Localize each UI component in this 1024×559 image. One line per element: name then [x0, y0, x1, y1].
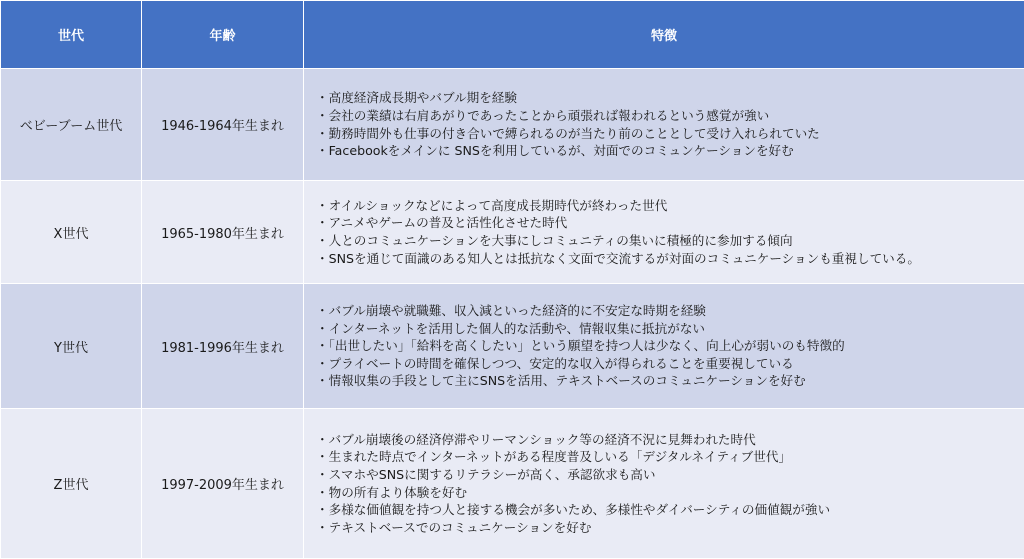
header-features: 特徴 [304, 1, 1024, 69]
feature-list [316, 431, 1020, 537]
feature-item: ・スマホやSNSに関するリテラシーが高く、承認欲求も高い [316, 466, 1020, 484]
feature-item: ・アニメやゲームの普及と活性化させた時代 [316, 214, 1020, 232]
table-row [1, 409, 1024, 559]
feature-item: ・Facebookをメインに SNSを利用しているが、対面でのコミュンケーションを好む [316, 142, 1020, 160]
feature-item: ・プライベートの時間を確保しつつ、安定的な収入が得られることを重要視している [316, 355, 1020, 373]
feature-item: ・情報収集の手段として主にSNSを活用、テキストベースのコミュニケーションを好む [316, 372, 1020, 390]
features-cell [304, 284, 1024, 409]
features-cell [304, 181, 1024, 284]
generation-cell: X世代 [1, 181, 142, 284]
feature-list [316, 197, 1020, 267]
generation-cell: ベビーブーム世代 [1, 69, 142, 181]
feature-item: ・高度経済成長期やバブル期を経験 [316, 89, 1020, 107]
feature-item: ・SNSを通じて面識のある知人とは抵抗なく文面で交流するが対面のコミュニケーションも重視している。 [316, 250, 1020, 268]
header-generation: 世代 [1, 1, 142, 69]
feature-item: ・「出世したい」「給料を高くしたい」という願望を持つ人は少なく、向上心が弱いのも特徴的 [316, 337, 1020, 355]
generation-cell: Z世代 [1, 409, 142, 559]
feature-list [316, 89, 1020, 159]
feature-item: ・テキストベースでのコミュニケーションを好む [316, 519, 1020, 537]
feature-list [316, 302, 1020, 390]
feature-item: ・会社の業績は右肩あがりであったことから頑張れば報われるという感覚が強い [316, 107, 1020, 125]
generation-cell: Y世代 [1, 284, 142, 409]
birth-years-cell: 1965-1980年生まれ [142, 181, 304, 284]
feature-item: ・物の所有より体験を好む [316, 484, 1020, 502]
feature-item: ・インターネットを活用した個人的な活動や、情報収集に抵抗がない [316, 320, 1020, 338]
feature-item: ・生まれた時点でインターネットがある程度普及しいる「デジタルネイティブ世代」 [316, 448, 1020, 466]
table-row [1, 284, 1024, 409]
features-cell [304, 409, 1024, 559]
table-row [1, 181, 1024, 284]
feature-item: ・人とのコミュニケーションを大事にしコミュニティの集いに積極的に参加する傾向 [316, 232, 1020, 250]
birth-years-cell: 1981-1996年生まれ [142, 284, 304, 409]
feature-item: ・多様な価値観を持つ人と接する機会が多いため、多様性やダイバーシティの価値観が強い [316, 501, 1020, 519]
feature-item: ・バブル崩壊後の経済停滞やリーマンショック等の経済不況に見舞われた時代 [316, 431, 1020, 449]
birth-years-cell: 1946-1964年生まれ [142, 69, 304, 181]
table-row [1, 69, 1024, 181]
feature-item: ・勤務時間外も仕事の付き合いで縛られるのが当たり前のこととして受け入れられていた [316, 125, 1020, 143]
header-birth-years: 年齢 [142, 1, 304, 69]
feature-item: ・バブル崩壊や就職難、収入減といった経済的に不安定な時期を経験 [316, 302, 1020, 320]
features-cell [304, 69, 1024, 181]
feature-item: ・オイルショックなどによって高度成長期時代が終わった世代 [316, 197, 1020, 215]
header-row [1, 1, 1024, 69]
birth-years-cell: 1997-2009年生まれ [142, 409, 304, 559]
